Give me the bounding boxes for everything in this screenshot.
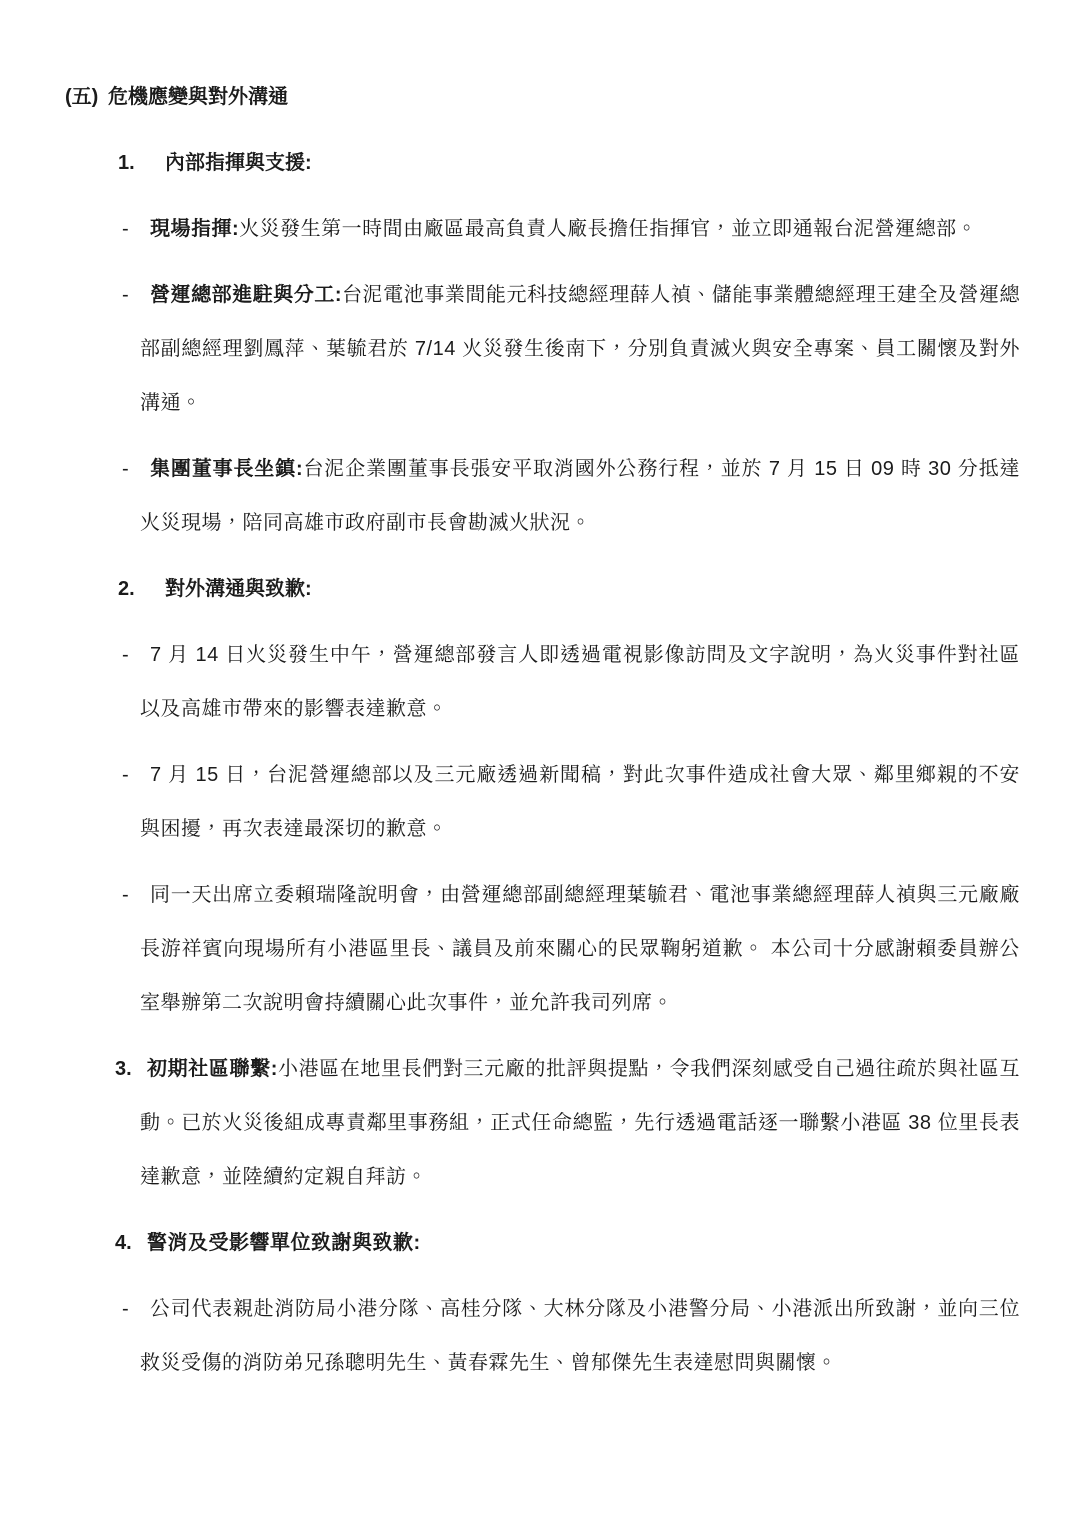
bullet-hq-dispatch — [122, 268, 1020, 430]
subheading-1-title: 內部指揮與支援: — [165, 152, 312, 174]
bullet-text: 7 月 14 日火災發生中午，營運總部發言人即透過電視影像訪問及文字說明，為火災事件對社區以及高雄市帶來的影響表達歉意。 — [140, 644, 1020, 720]
subheading-fire-police-thanks — [115, 1216, 1020, 1270]
dash-bullet-icon: - — [122, 644, 129, 666]
dash-bullet-icon: - — [122, 458, 129, 480]
bullet-text: 公司代表親赴消防局小港分隊、高桂分隊、大林分隊及小港警分局、小港派出所致謝，並向三位救災受傷的消防弟兄孫聰明先生、黃春霖先生、曾郁傑先生表達慰問與關懷。 — [140, 1298, 1020, 1374]
bullet-text: 同一天出席立委賴瑞隆說明會，由營運總部副總經理葉毓君、電池事業總經理薛人禎與三元廠廠長游祥賓向現場所有小港區里長、議員及前來關心的民眾鞠躬道歉。 本公司十分感謝賴委員辦公室舉辦第二次說明會持續關心此次事件，並允許我司列席。 — [140, 884, 1020, 1014]
item-3-label: 初期社區聯繫: — [147, 1058, 278, 1080]
bullet-media-0714 — [122, 628, 1020, 736]
bullet-fire-police-thanks — [122, 1282, 1020, 1390]
bullet-chairman-onsite — [122, 442, 1020, 550]
item-3-text: 小港區在地里長們對三元廠的批評與提點，令我們深刻感受自己過往疏於與社區互動。已於火災後組成專責鄰里事務組，正式任命總監，先行透過電話逐一聯繫小港區 38 位里長表達歉意，並陸續約定親自拜訪。 — [140, 1058, 1020, 1188]
section-heading-title: 危機應變與對外溝通 — [108, 86, 288, 108]
bullet-label: 現場指揮: — [150, 218, 240, 240]
bullet-label: 營運總部進駐與分工: — [150, 284, 343, 306]
subheading-4-title: 警消及受影響單位致謝與致歉: — [147, 1232, 421, 1254]
subheading-external-communication — [118, 562, 1080, 616]
subheading-2-number: 2. — [118, 578, 135, 600]
bullet-text: 火災發生第一時間由廠區最高負責人廠長擔任指揮官，並立即通報台泥營運總部。 — [239, 218, 978, 240]
section-heading-number: (五) — [65, 86, 99, 108]
bullet-briefing-apology — [122, 868, 1020, 1030]
subheading-internal-command — [118, 136, 1080, 190]
dash-bullet-icon: - — [122, 218, 129, 240]
dash-bullet-icon: - — [122, 764, 129, 786]
bullet-text: 台泥企業團董事長張安平取消國外公務行程，並於 7 月 15 日 09 時 30 分抵達火災現場，陪同高雄市政府副市長會勘滅火狀況。 — [140, 458, 1020, 534]
bullet-label: 集團董事長坐鎮: — [150, 458, 304, 480]
subheading-4-number: 4. — [115, 1232, 132, 1254]
bullet-press-0715 — [122, 748, 1020, 856]
subheading-1-number: 1. — [118, 152, 135, 174]
dash-bullet-icon: - — [122, 884, 129, 906]
item-community-contact — [115, 1042, 1020, 1204]
section-heading — [65, 70, 1080, 124]
dash-bullet-icon: - — [122, 1298, 129, 1320]
subheading-2-title: 對外溝通與致歉: — [165, 578, 312, 600]
bullet-text: 台泥電池事業間能元科技總經理薛人禎、儲能事業體總經理王建全及營運總部副總經理劉鳳萍、葉毓君於 7/14 火災發生後南下，分別負責滅火與安全專案、員工關懷及對外溝通。 — [140, 284, 1020, 414]
bullet-text: 7 月 15 日，台泥營運總部以及三元廠透過新聞稿，對此次事件造成社會大眾、鄰里鄉親的不安與困擾，再次表達最深切的歉意。 — [140, 764, 1020, 840]
item-3-number: 3. — [115, 1058, 132, 1080]
bullet-onsite-command — [122, 202, 1020, 256]
dash-bullet-icon: - — [122, 284, 129, 306]
